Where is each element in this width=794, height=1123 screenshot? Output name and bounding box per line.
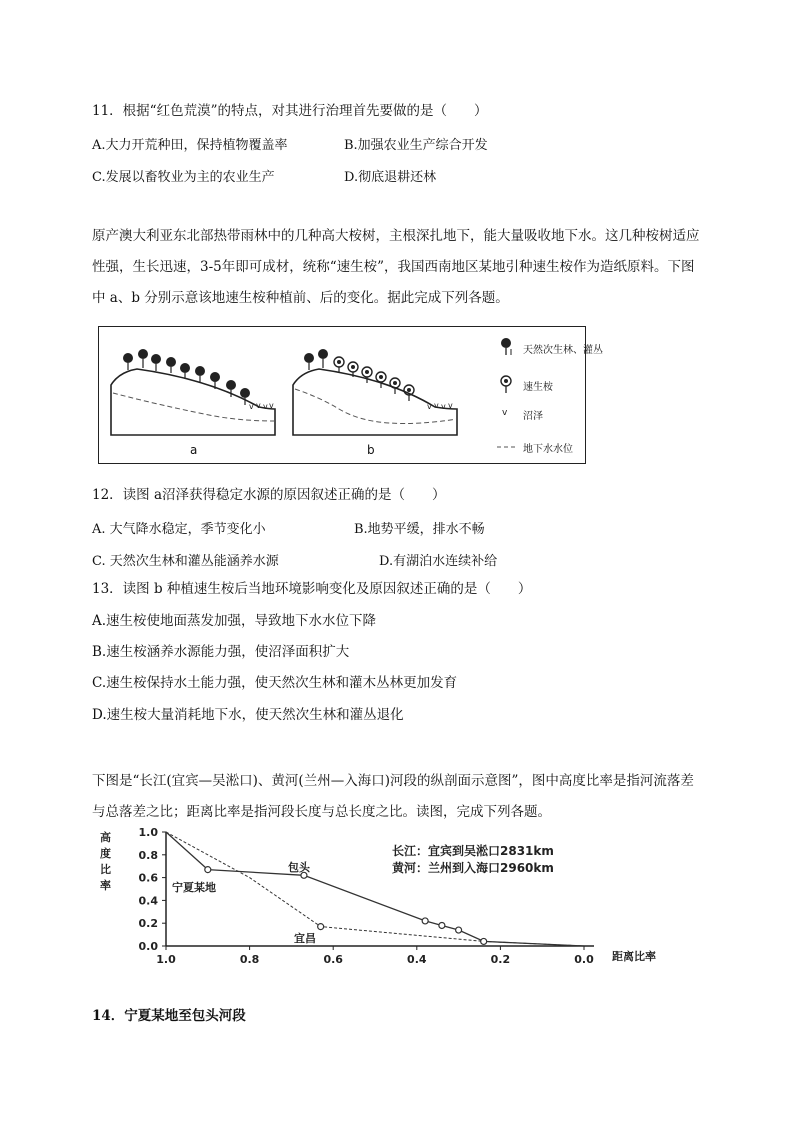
y-tick-label: 0.4 <box>138 894 158 908</box>
legend-eucalyptus: 速生桉 <box>523 382 553 393</box>
passage-eucalyptus: 原产澳大利亚东北部热带雨林中的几种高大桉树，主根深扎地下，能大量吸收地下水。这几种桉树适应性强，生长迅速，3-5年即可成材，统称“速生桉”，我国西南地区某地引种速生桉作为造纸原料。下图中 a、b 分别示意该地速生桉种植前、后的变化。据此完成下列各题。 <box>92 228 700 306</box>
x-tick-label: 1.0 <box>156 953 176 966</box>
panel-a <box>111 349 275 435</box>
x-tick-label: 0.6 <box>323 953 343 966</box>
series-point-1 <box>456 927 462 933</box>
q12-option-b: B.地势平缓，排水不畅 <box>354 522 485 537</box>
x-tick-label: 0.8 <box>239 953 260 966</box>
series-point-2 <box>318 924 324 930</box>
svg-text:v: v <box>448 401 453 410</box>
q11-option-b: B.加强农业生产综合开发 <box>344 138 488 153</box>
svg-text:v: v <box>269 401 274 410</box>
q11-stem: 11．根据“红色荒漠”的特点，对其进行治理首先要做的是（ ） <box>92 103 488 119</box>
panel-b <box>293 349 457 435</box>
series-point-1 <box>439 922 445 928</box>
q13-option-a: A.速生桉使地面蒸发加强，导致地下水水位下降 <box>92 613 377 629</box>
y-tick-label: 1.0 <box>138 826 158 839</box>
q12-stem: 12．读图 a沼泽获得稳定水源的原因叙述正确的是（ ） <box>92 487 446 503</box>
q12-option-c: C. 天然次生林和灌丛能涵养水源 <box>92 554 279 569</box>
svg-text:v: v <box>441 402 446 411</box>
q11-option-a: A.大力开荒种田，保持植物覆盖率 <box>92 138 288 153</box>
x-tick-label: 0.2 <box>490 953 511 966</box>
legend-changjiang: 长江：宜宾到吴淞口2831km <box>392 844 554 858</box>
q14-stem: 14．宁夏某地至包头河段 <box>92 1008 246 1024</box>
panel-b-label: b <box>367 443 375 457</box>
chart-xlabel: 距离比率 <box>612 950 656 963</box>
svg-text:v: v <box>249 402 254 411</box>
y-tick-label: 0.8 <box>138 848 158 862</box>
annotation-ningxia: 宁夏某地 <box>172 881 216 894</box>
q11-option-d: D.彻底退耕还林 <box>344 170 437 185</box>
y-tick-label: 0.0 <box>138 940 158 953</box>
svg-text:v: v <box>502 408 508 418</box>
series-point-2 <box>481 938 487 944</box>
chart-ylabel: 高度比率 <box>100 831 111 892</box>
passage-river-profile: 下图是“长江(宜宾—吴淞口)、黄河(兰州—入海口)河段的纵剖面示意图”，图中高度比率是指河流落差与总落差之比；距离比率是指河段长度与总长度之比。读图，完成下列各题。 <box>92 773 694 820</box>
q13-option-d: D.速生桉大量消耗地下水，使天然次生林和灌丛退化 <box>92 707 404 723</box>
x-tick-label: 0.0 <box>574 953 594 966</box>
y-tick-label: 0.2 <box>138 917 158 931</box>
q12-option-a: A. 大气降水稳定，季节变化小 <box>92 522 266 537</box>
panel-a-label: a <box>190 443 198 457</box>
svg-text:v: v <box>434 401 439 410</box>
annotation-yibin: 宜昌 <box>294 932 316 945</box>
y-tick-label: 0.6 <box>138 871 158 885</box>
legend-huanghe: 黄河：兰州到入海口2960km <box>392 861 554 875</box>
q13-option-c: C.速生桉保持水土能力强，使天然次生林和灌木丛林更加发育 <box>92 675 458 691</box>
eucalyptus-figure-svg <box>99 327 587 465</box>
svg-text:v: v <box>263 402 268 411</box>
x-tick-label: 0.4 <box>407 953 427 966</box>
river-profile-chart <box>92 826 702 974</box>
svg-text:v: v <box>427 402 432 411</box>
q13-option-b: B.速生桉涵养水源能力强，使沼泽面积扩大 <box>92 644 350 660</box>
annotation-baotou: 包头 <box>288 861 310 874</box>
q11-option-c: C.发展以畜牧业为主的农业生产 <box>92 170 275 185</box>
legend-symbols <box>497 338 517 447</box>
q13-stem: 13．读图 b 种植速生桉后当地环境影响变化及原因叙述正确的是（ ） <box>92 581 532 597</box>
legend-natural-forest: 天然次生林、灌丛 <box>523 345 603 356</box>
eucalyptus-figure <box>98 326 603 464</box>
legend-water-table: 地下水水位 <box>523 444 573 455</box>
series-point-1 <box>205 867 211 873</box>
q12-option-d: D.有湖泊水连续补给 <box>379 554 498 569</box>
svg-text:v: v <box>256 401 261 410</box>
series-point-1 <box>422 918 428 924</box>
legend-marsh: 沼泽 <box>523 411 543 422</box>
